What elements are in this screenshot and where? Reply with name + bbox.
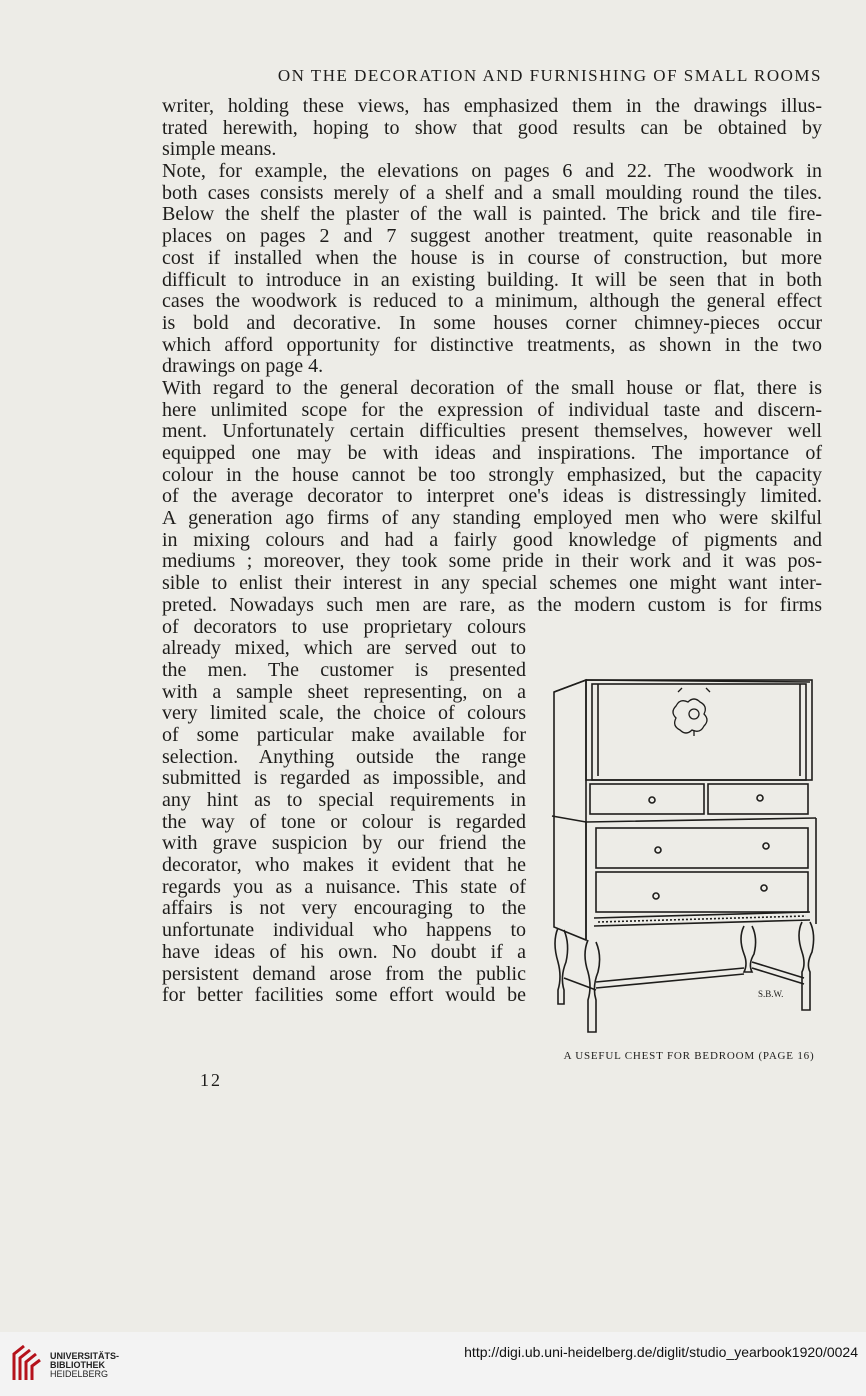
text-line: difficult to introduce in an existing building. It will be seen that in both (162, 268, 822, 291)
library-name-line: HEIDELBERG (50, 1369, 109, 1379)
text-line: with a sample sheet representing, on a (162, 680, 526, 703)
text-line: of the average decorator to interpret one's ideas is distressingly limited. (162, 485, 822, 508)
text-line: mediums ; moreover, they took some pride in their work and it was pos- (162, 550, 822, 573)
text-line: places on pages 2 and 7 suggest another treatment, quite reasonable in (162, 225, 822, 248)
text-line: Below the shelf the plaster of the wall is painted. The brick and tile fire- (162, 203, 822, 226)
running-head: ON THE DECORATION AND FURNISHING OF SMALL ROOMS (277, 66, 822, 85)
figure-caption: A USEFUL CHEST FOR BEDROOM (PAGE 16) (563, 1050, 815, 1062)
paragraph-block-full (162, 96, 822, 617)
text-line: both cases consists merely of a shelf and a small moulding round the tiles. (162, 181, 822, 204)
text-line: preted. Nowadays such men are rare, as the modern custom is for firms (162, 593, 822, 616)
text-line: very limited scale, the choice of colours (162, 702, 526, 725)
footer-bar (0, 1332, 866, 1396)
library-name (50, 1352, 119, 1379)
text-line: selection. Anything outside the range (162, 745, 526, 768)
text-line: the way of tone or colour is regarded (162, 810, 526, 833)
text-line: unfortunate individual who happens to (162, 919, 526, 942)
illustration-signature: S.B.W. (758, 989, 784, 999)
chest-illustration (548, 672, 820, 1042)
text-line: regards you as a nuisance. This state of (162, 875, 526, 898)
text-line: in mixing colours and had a fairly good knowledge of pigments and (162, 528, 822, 551)
cartouche-ornament (673, 688, 710, 736)
text-line: which afford opportunity for distinctive treatments, as shown in the two (162, 333, 822, 356)
library-logo-icon[interactable] (10, 1340, 44, 1386)
text-line: for better facilities some effort would be (162, 984, 526, 1007)
library-name-line: BIBLIOTHEK (50, 1360, 105, 1370)
text-line: have ideas of his own. No doubt if a (162, 940, 526, 963)
text-line: colour in the house cannot be too strongly emphasized, but the capacity (162, 463, 822, 486)
page-number: 12 (200, 1070, 222, 1090)
text-line: here unlimited scope for the expression of individual taste and discern- (162, 398, 822, 421)
text-line: writer, holding these views, has emphasized them in the drawings illus- (162, 95, 822, 117)
library-name-line: UNIVERSITÄTS- (50, 1351, 120, 1361)
text-line: is bold and decorative. In some houses corner chimney-pieces occur (162, 311, 822, 334)
text-line: the men. The customer is presented (162, 658, 526, 681)
text-line: already mixed, which are served out to (162, 637, 526, 660)
text-line: of some particular make available for (162, 723, 526, 746)
text-line: submitted is regarded as impossible, and (162, 767, 526, 790)
text-line: decorator, who makes it evident that he (162, 854, 526, 877)
text-line: with grave suspicion by our friend the (162, 832, 526, 855)
text-line: sible to enlist their interest in any special schemes one might want inter- (162, 572, 822, 595)
text-line: Note, for example, the elevations on pages 6 and 22. The woodwork in (162, 160, 822, 183)
text-line: drawings on page 4. (162, 355, 324, 378)
text-line: cost if installed when the house is in course of construction, but more (162, 246, 822, 269)
text-line: ment. Unfortunately certain difficulties present themselves, however well (162, 420, 822, 443)
text-line: simple means. (162, 138, 277, 161)
text-line: persistent demand arose from the public (162, 962, 526, 985)
text-line: A generation ago firms of any standing employed men who were skilful (162, 507, 822, 530)
text-line: equipped one may be with ideas and inspirations. The importance of (162, 442, 822, 464)
text-line: trated herewith, hoping to show that good results can be obtained by (162, 116, 822, 139)
text-line: any hint as to special requirements in (162, 789, 526, 811)
text-line: With regard to the general decoration of the small house or flat, there is (162, 376, 822, 399)
source-url-link[interactable]: http://digi.ub.uni-heidelberg.de/diglit/studio_yearbook1920/0024 (464, 1344, 858, 1360)
text-line: cases the woodwork is reduced to a minimum, although the general effect (162, 290, 822, 313)
text-line: of decorators to use proprietary colours (162, 615, 526, 638)
text-line: affairs is not very encouraging to the (162, 897, 526, 920)
